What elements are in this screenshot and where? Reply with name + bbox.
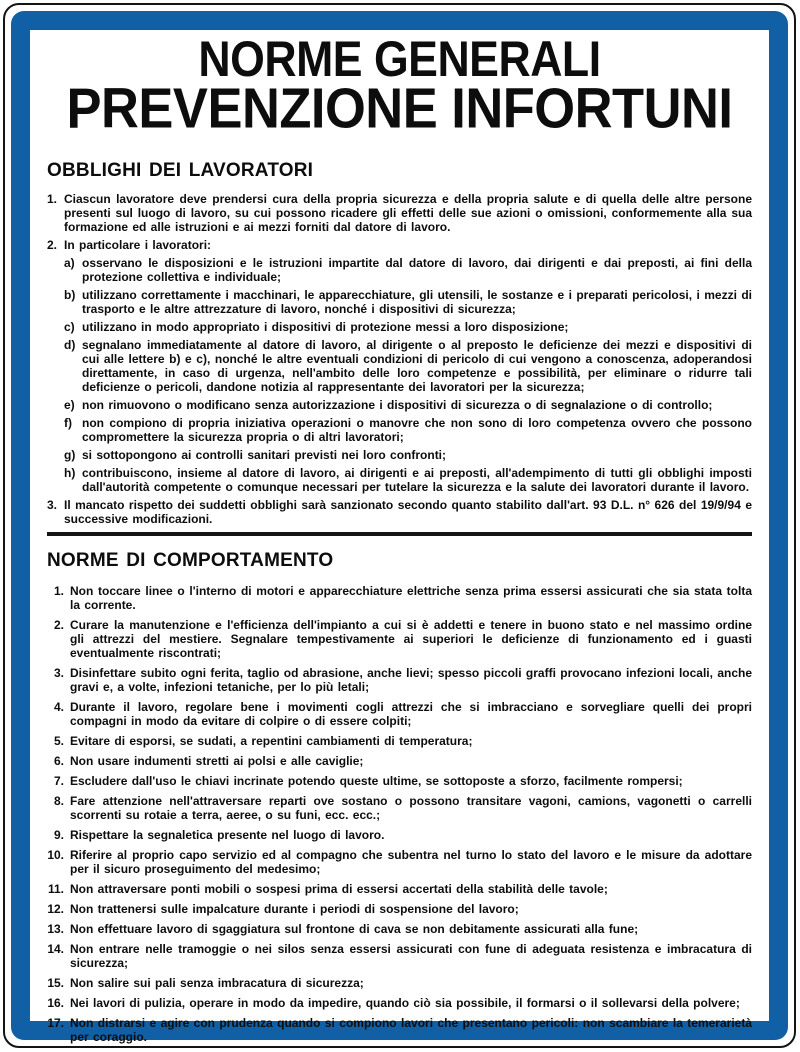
list-item [47, 828, 752, 842]
item-marker: e) [64, 398, 75, 412]
list-item [47, 734, 752, 748]
item-marker: 16. [47, 996, 64, 1010]
item-text: Rispettare la segnaletica presente nel luogo di lavoro. [70, 828, 385, 842]
item-marker: 7. [53, 774, 64, 788]
item-marker: 13. [47, 922, 64, 936]
list-item [64, 338, 752, 394]
item-text: Non attraversare ponti mobili o sospesi prima di essersi accertati della stabilità delle tavole; [70, 882, 608, 896]
item-marker: 6. [53, 754, 64, 768]
list-item [47, 618, 752, 660]
item-marker: g) [64, 448, 76, 462]
item-text: Riferire al proprio capo servizio ed al compagno che subentra nel turno lo stato del lavoro e le misure da adottare per il sicuro proseguimento del medesimo; [70, 848, 752, 876]
item-text: Disinfettare subito ogni ferita, taglio od abrasione, anche lievi; spesso piccoli graffi provocano infezioni locali, anche gravi e, a volte, infezioni tetaniche, per lo più letali; [70, 666, 752, 694]
list-item [64, 320, 752, 334]
item-text: Il mancato rispetto dei suddetti obblighi sarà sanzionato secondo quanto stabilito dall'art. 93 D.L. n° 626 del 19/9/94 e successive modificazioni. [64, 498, 752, 526]
item-marker: a) [64, 256, 75, 270]
item-text: Durante il lavoro, regolare bene i movimenti cogli attrezzi che si imbracciano e sorvegliare quelli dei propri compagni in modo da evitare di colpire o di essere colpiti; [70, 700, 752, 728]
item-text: utilizzano correttamente i macchinari, le apparecchiature, gli utensili, le sostanze e i preparati pericolosi, i mezzi di trasporto e le altre attrezzature di lavoro, nonché i dispositivi di sicurezza; [82, 288, 752, 316]
item-text: In particolare i lavoratori: [64, 238, 212, 252]
item-marker: 15. [47, 976, 64, 990]
list-item [47, 1016, 752, 1044]
item-text: Non effettuare lavoro di sgaggiatura sul frontone di cava se non debitamente assicurati alla fune; [70, 922, 639, 936]
section-heading-obblighi-dei-lavoratori: OBBLIGHI DEI LAVORATORI [47, 160, 314, 181]
item-text: si sottopongono ai controlli sanitari previsti nei loro confronti; [82, 448, 447, 462]
list-item [47, 238, 752, 252]
list-item [47, 902, 752, 916]
item-text: Non salire sui pali senza imbracatura di sicurezza; [70, 976, 364, 990]
title-line-2: PREVENZIONE INFORTUNI [66, 77, 733, 141]
list-item [47, 942, 752, 970]
sign-content [30, 30, 769, 1044]
item-marker: f) [64, 416, 72, 430]
item-marker: 11. [47, 882, 64, 896]
item-text: Non toccare linee o l'interno di motori e apparecchiature elettriche senza prima essersi assicurati che sia stata tolta la corrente. [70, 584, 752, 612]
section-heading-norme-di-comportamento: NORME DI COMPORTAMENTO [47, 550, 334, 571]
item-text: contribuiscono, insieme al datore di lavoro, ai dirigenti e ai preposti, all'adempimento di tutti gli obblighi imposti dall'autorità competente o comunque necessari per tutelare la sicurezza e la salute dei lavoratori durante il lavoro. [82, 466, 752, 494]
list-item [47, 666, 752, 694]
item-marker: c) [64, 320, 75, 334]
list-item [64, 466, 752, 494]
list-item [47, 584, 752, 612]
item-marker: 14. [47, 942, 64, 956]
item-marker: h) [64, 466, 76, 480]
list-item [64, 256, 752, 284]
list-item [47, 794, 752, 822]
list-item [64, 416, 752, 444]
sign-title [47, 30, 752, 141]
list-item [64, 448, 752, 462]
item-marker: 4. [53, 700, 64, 714]
item-marker: 5. [53, 734, 64, 748]
list-item [47, 700, 752, 728]
list-item [47, 976, 752, 990]
list-item [47, 848, 752, 876]
list-item [47, 774, 752, 788]
list-item [47, 754, 752, 768]
item-marker: 2. [47, 238, 58, 252]
norme-list [47, 584, 752, 1044]
item-marker: b) [64, 288, 76, 302]
item-marker: 2. [53, 618, 64, 632]
item-marker: 12. [47, 902, 64, 916]
section-divider [47, 532, 752, 536]
item-text: Curare la manutenzione e l'efficienza dell'impianto a cui si è addetti e tenere in buono stato e nel massimo ordine gli attrezzi del mestiere. Segnalare tempestivamente ai superiori le deficienze di funzionamento ed i guasti eventualmente riscontrati; [70, 618, 752, 660]
item-marker: 3. [47, 498, 58, 512]
item-text: Ciascun lavoratore deve prendersi cura della propria sicurezza e della propria salute e di quella delle altre persone presenti sul luogo di lavoro, su cui possono ricadere gli effetti delle sue azioni o omissioni, conformemente alla sua formazione ed alle istruzioni e ai mezzi forniti dal datore di lavoro. [64, 192, 752, 234]
item-text: Non usare indumenti stretti ai polsi e alle caviglie; [70, 754, 364, 768]
item-text: Non trattenersi sulle impalcature durante i periodi di sospensione del lavoro; [70, 902, 519, 916]
list-item [64, 398, 752, 412]
item-text: Evitare di esporsi, se sudati, a repentini cambiamenti di temperatura; [70, 734, 473, 748]
list-item [47, 192, 752, 234]
item-marker: 10. [47, 848, 64, 862]
item-marker: 1. [53, 584, 64, 598]
item-marker: 1. [47, 192, 58, 206]
item-text: non rimuovono o modificano senza autorizzazione i dispositivi di sicurezza o di segnalazione o di controllo; [82, 398, 713, 412]
item-marker: 8. [53, 794, 64, 808]
item-marker: 3. [53, 666, 64, 680]
list-item [64, 288, 752, 316]
item-text: Non entrare nelle tramoggie o nei silos senza essersi assicurati con fune di adeguata resistenza e imbracatura di sicurezza; [70, 942, 752, 970]
title-line-1: NORME GENERALI [198, 30, 601, 87]
obblighi-list [47, 192, 752, 526]
item-text: Nei lavori di pulizia, operare in modo da impedire, quando ciò sia possibile, il formarsi o il sollevarsi della polvere; [70, 996, 740, 1010]
list-item [47, 498, 752, 526]
item-text: Escludere dall'uso le chiavi incrinate potendo queste ultime, se sottoposte a sforzo, facilmente rompersi; [70, 774, 683, 788]
item-marker: d) [64, 338, 76, 352]
item-text: segnalano immediatamente al datore di lavoro, al dirigente o al preposto le deficienze dei mezzi e dispositivi di cui alle lettere b) e c), nonché le altre eventuali condizioni di pericolo di cui vengono a conoscenza, adoperandosi direttamente, in caso di urgenza, nell'ambito delle loro competenze e possibilità, per eliminare o ridurre tali deficienze o pericoli, dandone notizia al rappresentante dei lavoratori per la sicurezza; [82, 338, 752, 394]
item-marker: 9. [53, 828, 64, 842]
list-item [47, 882, 752, 896]
item-text: non compiono di propria iniziativa operazioni o manovre che non sono di loro competenza ovvero che possono compromettere la sicurezza propria o di altri lavoratori; [82, 416, 752, 444]
list-item [47, 996, 752, 1010]
sublist [64, 256, 752, 494]
item-marker: 17. [47, 1016, 64, 1030]
item-text: Non distrarsi e agire con prudenza quando si compiono lavori che presentano pericoli: non scambiare la temerarietà per coraggio. [70, 1016, 752, 1044]
item-text: osservano le disposizioni e le istruzioni impartite dal datore di lavoro, dai dirigenti e dai preposti, ai fini della protezione collettiva e individuale; [82, 256, 752, 284]
item-text: Fare attenzione nell'attraversare reparti ove sostano o possono transitare vagoni, camions, vagonetti o carrelli scorrenti su rotaie a terra, aeree, o su funi, ecc. ecc.; [70, 794, 752, 822]
item-text: utilizzano in modo appropriato i dispositivi di protezione messi a loro disposizione; [82, 320, 569, 334]
list-item [47, 922, 752, 936]
